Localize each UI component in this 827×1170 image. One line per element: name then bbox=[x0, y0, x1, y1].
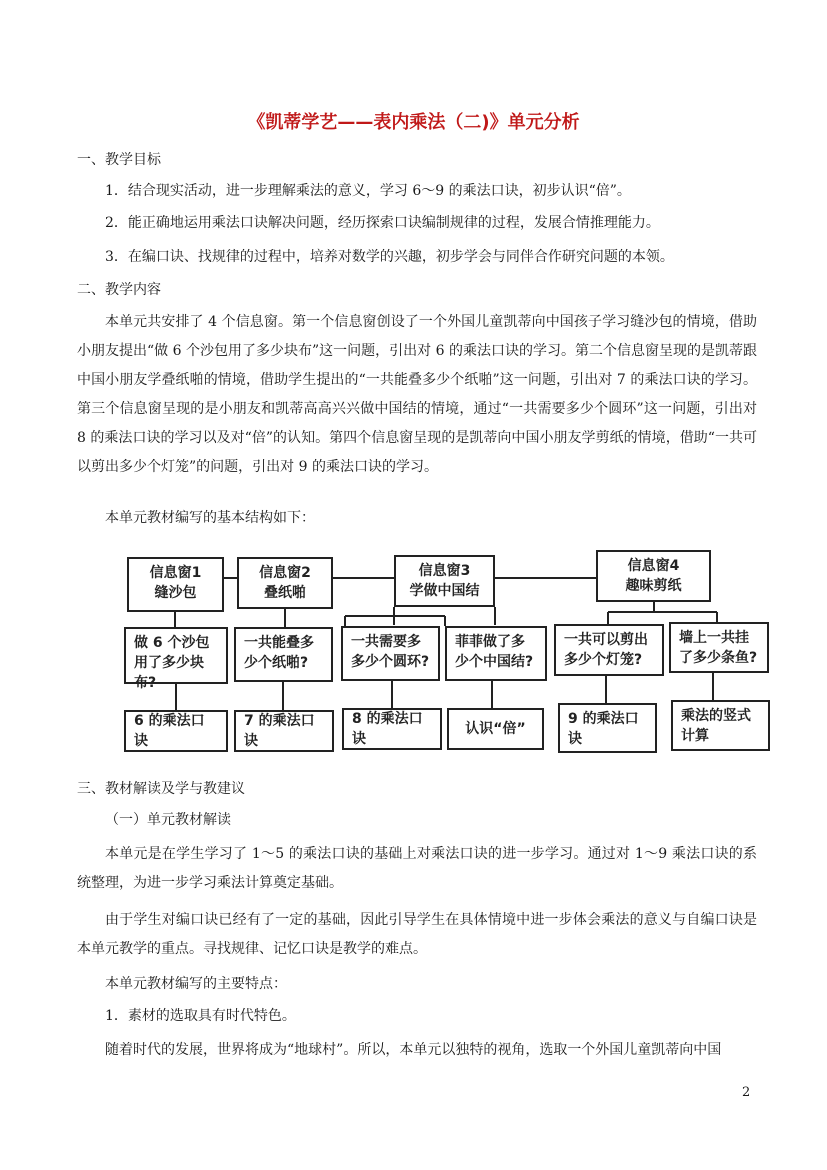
info-window-label: 信息窗2 bbox=[259, 565, 311, 581]
info-window-topic: 缝沙包 bbox=[154, 585, 197, 601]
question-box-3: 一共需要多多少个圆环? bbox=[341, 626, 440, 681]
content-paragraph: 本单元共安排了 4 个信息窗。第一个信息窗创设了一个外国儿童凯蒂向中国孩子学习缝沙包的情境，借助小朋友提出“做 6 个沙包用了多少块布”这一问题，引出对 6 的乘法口诀的学习。第二个信息窗呈现的是凯蒂跟中国小朋友学叠纸啪的情境，借助学生提出的“一共能叠多少个纸啪”这一问题，引出对 7 的乘法口诀的学习。第三个信息窗呈现的是小朋友和凯蒂高高兴兴做中国结的情境，通过“一共需要多少个圆环”这一问题，引出对 8 的乘法口诀的学习以及对“倍”的认知。第四个信息窗呈现的是凯蒂向中国小朋友学剪纸的情境，借助“一共可以剪出多少个灯笼”的问题，引出对 9 的乘法口诀的学习。 bbox=[77, 314, 757, 475]
subsection-1-heading: （一）单元教材解读 bbox=[105, 812, 231, 828]
info-window-4 bbox=[596, 550, 711, 602]
page-number: 2 bbox=[742, 1085, 751, 1100]
info-window-topic: 趣味剪纸 bbox=[625, 578, 682, 594]
question-box-6: 墙上一共挂了多少条鱼? bbox=[669, 622, 769, 673]
question-box-5: 一共可以剪出多少个灯笼? bbox=[554, 624, 664, 676]
question-box-2: 一共能叠多少个纸啪? bbox=[234, 627, 333, 682]
analysis-paragraph-2: 由于学生对编口诀已经有了一定的基础，因此引导学生在具体情境中进一步体会乘法的意义与自编口诀是本单元教学的重点。寻找规律、记忆口诀是教学的难点。 bbox=[77, 912, 757, 957]
section-3-heading: 三、教材解读及学与教建议 bbox=[77, 781, 245, 797]
result-box-1: 6 的乘法口诀 bbox=[124, 710, 228, 752]
section-1-heading: 一、教学目标 bbox=[77, 152, 161, 168]
info-window-label: 信息窗1 bbox=[149, 565, 202, 581]
result-box-3: 8 的乘法口诀 bbox=[342, 708, 442, 750]
goal-item-2: 2．能正确地运用乘法口诀解决问题，经历探索口诀编制规律的过程，发展合情推理能力。 bbox=[105, 215, 660, 231]
structure-intro: 本单元教材编写的基本结构如下： bbox=[105, 510, 315, 526]
feature-item-1: 1．素材的选取具有时代特色。 bbox=[105, 1008, 296, 1024]
question-box-1: 做 6 个沙包用了多少块布? bbox=[124, 627, 228, 684]
section-2-heading: 二、教学内容 bbox=[77, 282, 161, 298]
info-window-topic: 叠纸啪 bbox=[264, 585, 306, 601]
analysis-paragraph-1: 本单元是在学生学习了 1～5 的乘法口诀的基础上对乘法口诀的进一步学习。通过对 1～9 乘法口诀的系统整理，为进一步学习乘法计算奠定基础。 bbox=[77, 846, 757, 891]
page-title: 《凯蒂学艺——表内乘法（二)》单元分析 bbox=[247, 112, 580, 133]
goal-item-1: 1．结合现实活动，进一步理解乘法的意义，学习 6～9 的乘法口诀，初步认识“倍”。 bbox=[105, 183, 631, 199]
features-intro: 本单元教材编写的主要特点： bbox=[105, 976, 287, 992]
info-window-2 bbox=[237, 557, 333, 609]
feature-paragraph: 随着时代的发展，世界将成为“地球村”。所以，本单元以独特的视角，选取一个外国儿童凯蒂向中国 bbox=[105, 1042, 722, 1058]
info-window-1 bbox=[127, 557, 224, 612]
result-box-4: 认识“倍” bbox=[447, 708, 544, 750]
result-box-2: 7 的乘法口诀 bbox=[234, 710, 334, 752]
result-box-6: 乘法的竖式计算 bbox=[671, 700, 770, 751]
info-window-topic: 学做中国结 bbox=[409, 583, 480, 599]
info-window-3 bbox=[394, 555, 495, 607]
result-box-5: 9 的乘法口诀 bbox=[558, 703, 657, 753]
info-window-label: 信息窗4 bbox=[627, 558, 680, 574]
goal-item-3: 3．在编口诀、找规律的过程中，培养对数学的兴趣，初步学会与同伴合作研究问题的本领。 bbox=[105, 249, 674, 265]
info-window-label: 信息窗3 bbox=[418, 563, 471, 579]
question-box-4: 菲菲做了多少个中国结? bbox=[445, 626, 547, 681]
